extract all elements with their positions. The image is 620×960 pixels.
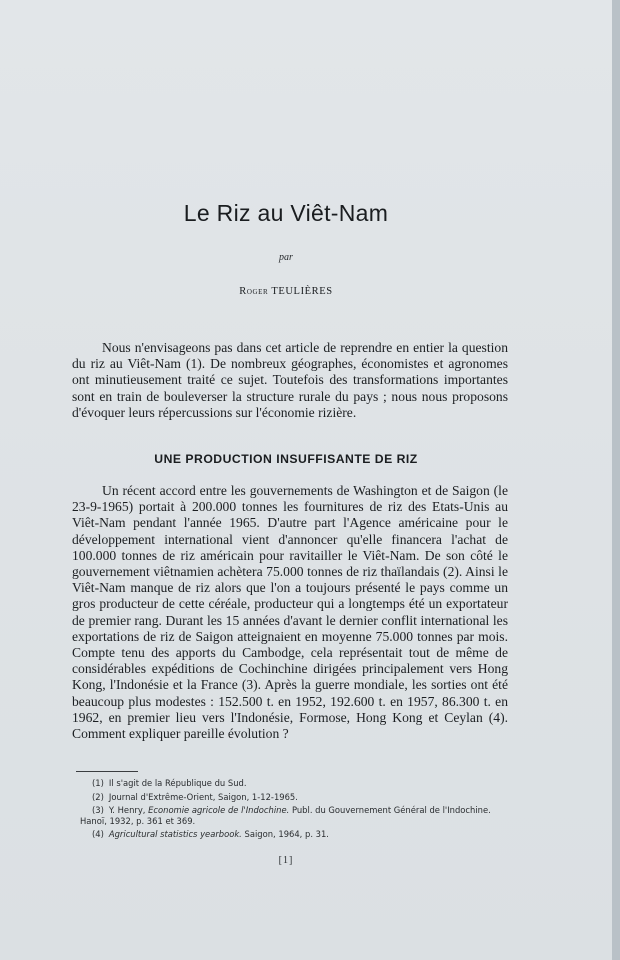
section-paragraph: Un récent accord entre les gouvernements de Washington et de Saigon (le 23-9-1965) portait à 200.000 tonnes les fournitures de riz des Etats-Unis au Viêt-Nam pendant l'année 1965. D'autre part l'Agence américaine pour le développement international vient d'annoncer qu'elle financera l'achat de 100.000 tonnes de riz américain pour ravitailler le Viêt-Nam. De son côté le gouvernement viêtnamien achètera 75.000 tonnes de riz thaïlandais (2). Ainsi le Viêt-Nam manque de riz alors que l'on a toujours présenté le pays comme un gros producteur de cette céréale, producteur qui a longtemps été un exportateur de premier rang. Durant les 15 années d'avant le dernier conflit international les exportations de riz de Saigon atteignaient en moyenne 75.000 tonnes par mois. Compte tenu des apports du Cambodge, cela représentait tout de même de considérables expéditions de Cochinchine dirigées principalement vers Hong Kong, l'Indonésie et la France (3). Après la guerre mondiale, les sorties ont été beaucoup plus modestes : 152.500 t. en 1952, 192.600 t. en 1957, 86.300 t. en 1962, en premier lieu vers l'Indonésie, Formose, Hong Kong et Ceylan (4). Comment expliquer pareille évolution ? bbox=[72, 483, 508, 742]
footnotes bbox=[80, 778, 520, 843]
author-name bbox=[0, 286, 572, 297]
page-number: [1] bbox=[278, 855, 294, 866]
page-edge bbox=[612, 0, 620, 960]
footnote-2: (2) Journal d'Extrême-Orient, Saigon, 1-12-1965. bbox=[92, 791, 298, 802]
author-first-name: Roger bbox=[239, 286, 269, 297]
section-heading: UNE PRODUCTION INSUFFISANTE DE RIZ bbox=[154, 452, 418, 466]
article-title: Le Riz au Viêt-Nam bbox=[183, 200, 389, 226]
footnote-4: (4) Agricultural statistics yearbook. Saigon, 1964, p. 31. bbox=[92, 829, 329, 840]
author-last-name: TEULIÈRES bbox=[271, 286, 333, 297]
footnote-1: (1) Il s'agit de la République du Sud. bbox=[92, 778, 247, 788]
footnote-divider bbox=[76, 771, 138, 772]
by-line-par: par bbox=[279, 252, 293, 263]
footnote-3: (3) Y. Henry, Economie agricole de l'Indochine. Publ. du Gouvernement Général de l'Indochine. Hanoï, 1932, p. 361 et 369. bbox=[80, 805, 491, 826]
intro-paragraph: Nous n'envisageons pas dans cet article de reprendre en entier la question du riz au Viêt-Nam (1). De nombreux géographes, économistes et agronomes ont minutieusement traité ce sujet. Toutefois des transformations importantes sont en train de bouleverser la structure rurale du pays ; nous nous proposons d'évoquer leurs répercussions sur l'économie rizière. bbox=[72, 340, 508, 420]
